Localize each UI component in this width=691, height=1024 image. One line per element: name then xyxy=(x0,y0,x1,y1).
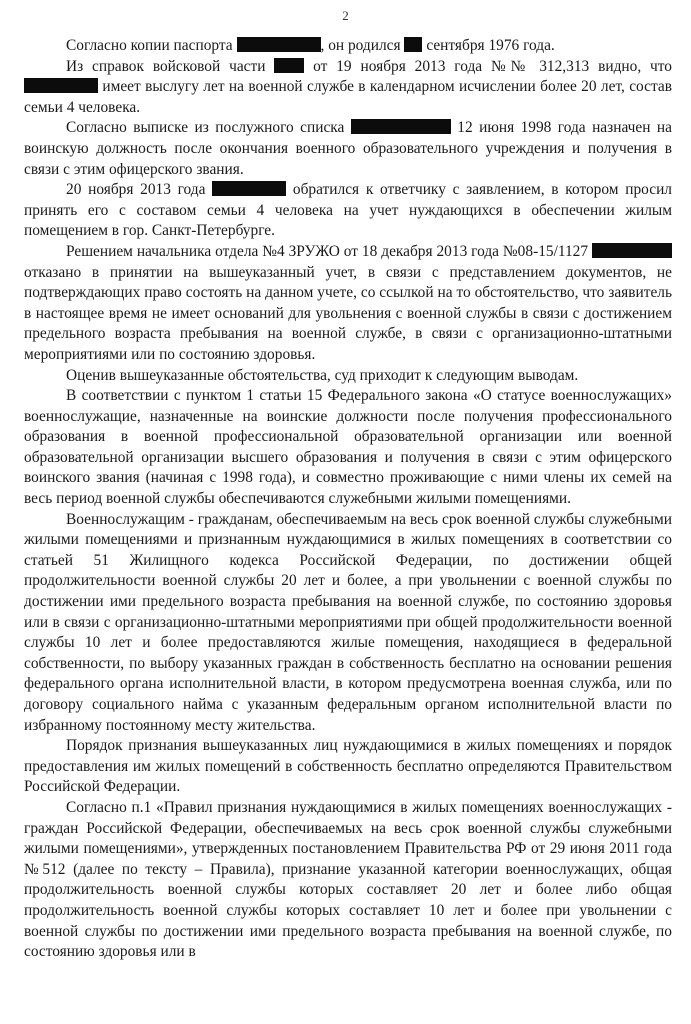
paragraph-1 xyxy=(24,36,672,57)
paragraph-10: Согласно п.1 «Правил признания нуждающимися в жилых помещениях военнослужащих - граждан Российской Федерации, обеспечиваемых на весь срок военной службы служебными жилыми помещениями», утвержденных постановлением Правительства РФ от 29 июня 2011 года №512 (далее по тексту – Правила), признание указанной категории военнослужащих, общая продолжительность военной службы которых составляет 20 лет и более либо общая продолжительность военной службы которых составляет 10 лет и более при увольнении с военной службы по достижении ими предельного возраста пребывания на военной службе, по состоянию здоровья или в xyxy=(24,798,672,961)
redaction-block xyxy=(274,58,304,73)
paragraph-8: Военнослужащим - гражданам, обеспечиваемым на весь срок военной службы служебными жилыми помещениями и признанным нуждающимися в жилых помещениях в соответствии со статьей 51 Жилищного кодекса Российской Федерации, по достижении общей продолжительности военной службы 20 лет и более, а при увольнении с военной службы по достижении ими предельного возраста пребывания на военной службе, по состоянию здоровья или в связи с организационно-штатными мероприятиями при общей продолжительности военной службы 10 лет и более предоставляются жилые помещения, находящиеся в федеральной собственности, по выбору указанных граждан в собственность бесплатно на основании решения федерального органа исполнительной власти, в котором предусмотрена военная служба, или по договору социального найма с указанным федеральным органом исполнительной власти по избранному постоянному месту жительства. xyxy=(24,510,672,734)
paragraph-9: Порядок признания вышеуказанных лиц нуждающимися в жилых помещениях и порядок предоставления им жилых помещений в собственность бесплатно определяются Правительством Российской Федерации. xyxy=(24,737,672,796)
text: сентября 1976 года. xyxy=(426,37,555,54)
document-body xyxy=(24,36,672,963)
text: Из справок войсковой части xyxy=(66,57,266,75)
text: Решением начальника отдела №4 ЗРУЖО от 18 декабря 2013 года №08-15/1127 xyxy=(66,242,589,260)
text: имеет выслугу лет на военной службе в календарном исчислении более 20 лет, состав семьи 4 человека. xyxy=(24,78,672,116)
page-number: 2 xyxy=(342,8,349,23)
text: обратился к ответчику с заявлением, в котором просил принять его с составом семьи 4 человека на учет нуждающихся в обеспечении жилым помещением в гор. Санкт-Петербурге. xyxy=(24,181,672,240)
text: отказано в принятии на вышеуказанный учет, в связи с представлением документов, не подтверждающих право состоять на данном учете, со ссылкой на то обстоятельство, что заявитель в настоящее время не имеет оснований для увольнения с военной службы в связи с достижением предельного возраста пребывания на военной службе, в связи с организационно-штатными мероприятиями или по состоянию здоровья. xyxy=(24,263,672,363)
paragraph-6: Оценив вышеуказанные обстоятельства, суд приходит к следующим выводам. xyxy=(66,366,579,384)
paragraph-7: В соответствии с пунктом 1 статьи 15 Федерального закона «О статусе военнослужащих» военнослужащие, назначенные на воинские должности после получения профессионального образования в военной профессиональной образовательной организации или военной образовательной организации высшего образования и получения в связи с этим офицерского воинского звания (начиная с 1998 года), и совместно проживающие с ними члены их семей на весь период военной службы обеспечиваются служебными жилыми помещениями. xyxy=(24,387,672,508)
redaction-block xyxy=(351,119,451,134)
paragraph-4 xyxy=(24,180,672,242)
text: , он родился xyxy=(320,37,401,54)
paragraph-2 xyxy=(24,57,672,119)
redaction-block xyxy=(24,78,98,93)
text: Согласно копии паспорта xyxy=(66,37,233,54)
paragraph-3 xyxy=(24,118,672,180)
text: 20 ноября 2013 года xyxy=(66,181,206,199)
redaction-block xyxy=(237,37,321,52)
redaction-block xyxy=(404,37,422,52)
redaction-block xyxy=(212,181,286,196)
redaction-block xyxy=(592,243,672,258)
text: Согласно выписке из послужного списка xyxy=(66,119,345,137)
text: от 19 ноября 2013 года №№ 312,313 видно, что xyxy=(313,57,672,75)
text: 12 июня 1998 года назначен на воинскую должность после окончания военного образовательного учреждения и получения в связи с этим офицерского звания. xyxy=(24,119,672,178)
paragraph-5 xyxy=(24,242,672,366)
